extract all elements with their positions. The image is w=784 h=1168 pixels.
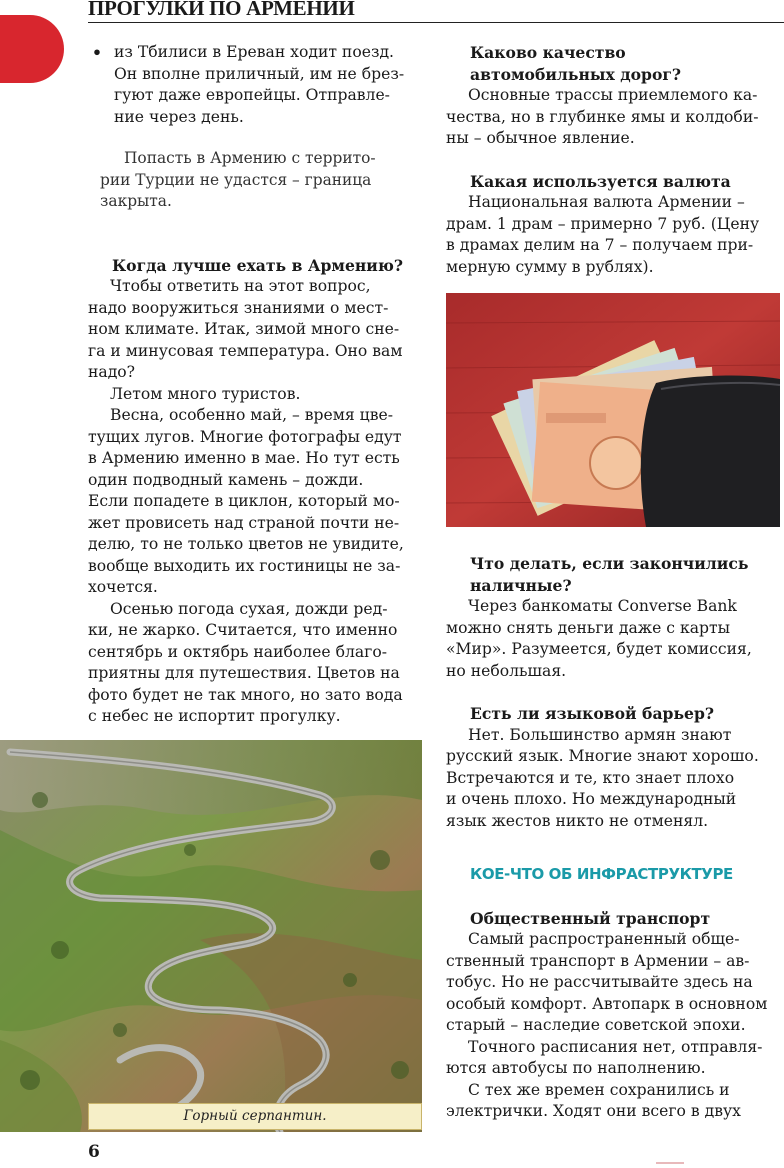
photo-caption: Горный серпантин. bbox=[88, 1103, 422, 1130]
answer bbox=[446, 929, 780, 1037]
running-title: ПРОГУЛКИ ПО АРМЕНИИ bbox=[88, 0, 355, 20]
text-line: тущих лугов. Многие фотографы едут bbox=[88, 427, 402, 446]
text-line: закрыта. bbox=[100, 192, 172, 210]
text-line: драм. 1 драм – примерно 7 руб. (Цену bbox=[446, 214, 760, 233]
text-line: приятны для путешествия. Цветов на bbox=[88, 664, 400, 682]
answer bbox=[446, 725, 780, 833]
text-line: и очень плохо. Но международный bbox=[446, 790, 737, 808]
text-line: жет провисеть над страной почти не- bbox=[88, 513, 400, 532]
bullet-item bbox=[88, 42, 422, 128]
text-line: вообще выходить их гостиницы не за- bbox=[88, 556, 401, 575]
note-text bbox=[100, 148, 410, 213]
currency-photo bbox=[446, 293, 780, 527]
text-line: в драмах делим на 7 – получаем при- bbox=[446, 236, 754, 254]
right-column bbox=[446, 42, 780, 278]
text-line: сентябрь и октябрь наиболее благо- bbox=[88, 642, 387, 661]
text-line: Если попадете в циклон, который мо- bbox=[88, 492, 400, 510]
text-line: можно снять деньги даже с карты bbox=[446, 618, 731, 637]
bullet-marker: • bbox=[92, 43, 102, 62]
text-line: гуют даже европейцы. Отправле- bbox=[114, 86, 390, 104]
text-line: фото будет не так много, но зато вода bbox=[88, 685, 403, 704]
paragraph bbox=[88, 599, 422, 728]
answer bbox=[446, 1080, 780, 1123]
text-line: мерную сумму в рублях). bbox=[446, 257, 654, 276]
text-line: Встречаются и те, кто знает плохо bbox=[446, 768, 735, 787]
chapter-tab-marker bbox=[0, 15, 64, 83]
text-line: Попасть в Армению с террито- bbox=[124, 149, 376, 167]
serpentine-photo bbox=[0, 740, 422, 1132]
text-line: но небольшая. bbox=[446, 661, 567, 680]
answer bbox=[446, 85, 780, 150]
section-heading-when-to-go: Когда лучше ехать в Армению? bbox=[112, 255, 404, 275]
bullet-text bbox=[114, 42, 422, 128]
text-line: Точного расписания нет, отправля- bbox=[468, 1037, 763, 1056]
serpentine-image bbox=[0, 740, 422, 1132]
text-line: делю, то не только цветов не увидите, bbox=[88, 535, 404, 553]
text-line: Нет. Большинство армян знают bbox=[468, 725, 732, 744]
text-line: Национальная валюта Армении – bbox=[468, 193, 745, 211]
left-column bbox=[88, 42, 422, 728]
text-line: ном климате. Итак, зимой много сне- bbox=[88, 320, 400, 338]
text-line: Осенью погода сухая, дожди ред- bbox=[110, 599, 388, 618]
text-line: надо вооружиться знаниями о мест- bbox=[88, 298, 389, 317]
text-line: Через банкоматы Converse Bank bbox=[468, 597, 737, 615]
text-line: Он вполне приличный, им не брез- bbox=[114, 64, 405, 83]
banknotes-wallet-image bbox=[446, 293, 780, 527]
page-number: 6 bbox=[88, 1142, 100, 1162]
text-line: Самый распространенный обще- bbox=[468, 930, 740, 948]
section-title-infrastructure: КОЕ-ЧТО ОБ ИНФРАСТРУКТУРЕ bbox=[470, 865, 733, 883]
text-line: ки, не жарко. Считается, что именно bbox=[88, 621, 398, 639]
text-line: га и минусовая температура. Оно вам bbox=[88, 341, 403, 360]
text-line: ны – обычное явление. bbox=[446, 129, 635, 147]
question-line: Каково качество bbox=[470, 43, 626, 62]
text-line: один подводный камень – дожди. bbox=[88, 470, 364, 489]
text-line: тобус. Но не рассчитывайте здесь на bbox=[446, 973, 753, 991]
text-line: чества, но в глубинке ямы и колдоби- bbox=[446, 107, 759, 126]
text-line: ственный транспорт в Армении – ав- bbox=[446, 951, 750, 970]
answer bbox=[446, 596, 780, 682]
text-line: Весна, особенно май, – время цве- bbox=[110, 406, 393, 424]
text-line: надо? bbox=[88, 363, 136, 381]
paragraph bbox=[88, 276, 422, 384]
text-line: электрички. Ходят они всего в двух bbox=[446, 1102, 741, 1120]
question-currency: Какая используется валюта bbox=[470, 171, 731, 191]
paragraph bbox=[88, 405, 422, 599]
text-line: особый комфорт. Автопарк в основном bbox=[446, 994, 768, 1013]
right-column-lower bbox=[446, 553, 780, 1123]
text-line: ются автобусы по наполнению. bbox=[446, 1059, 706, 1077]
question-line: наличные? bbox=[470, 575, 572, 595]
side-note bbox=[88, 148, 422, 213]
question-line: Что делать, если закончились bbox=[470, 554, 749, 573]
paragraph: Летом много туристов. bbox=[110, 384, 301, 403]
text-line: старый – наследие советской эпохи. bbox=[446, 1016, 746, 1034]
answer bbox=[446, 1037, 780, 1080]
text-line: «Мир». Разумеется, будет комиссия, bbox=[446, 640, 752, 658]
header-rule bbox=[88, 22, 784, 23]
text-line: русский язык. Многие знают хорошо. bbox=[446, 747, 759, 765]
text-line: Основные трассы приемлемого ка- bbox=[468, 86, 758, 104]
question-language: Есть ли языковой барьер? bbox=[470, 704, 714, 723]
footer-mark bbox=[656, 1162, 684, 1164]
text-line: из Тбилиси в Ереван ходит поезд. bbox=[114, 43, 395, 61]
text-line: с небес не испортит прогулку. bbox=[88, 707, 341, 725]
question-line: автомобильных дорог? bbox=[470, 64, 682, 84]
question-cash bbox=[446, 553, 780, 596]
text-line: Чтобы ответить на этот вопрос, bbox=[110, 277, 371, 295]
answer bbox=[446, 192, 780, 278]
text-line: С тех же времен сохранились и bbox=[468, 1080, 730, 1099]
text-line: хочется. bbox=[88, 578, 158, 596]
text-line: ние через день. bbox=[114, 107, 244, 126]
question-transport: Общественный транспорт bbox=[470, 908, 711, 928]
text-line: рии Турции не удастся – граница bbox=[100, 170, 372, 189]
text-line: в Армению именно в мае. Но тут есть bbox=[88, 449, 400, 467]
text-line: язык жестов никто не отменял. bbox=[446, 811, 709, 830]
question-road-quality bbox=[446, 42, 780, 85]
